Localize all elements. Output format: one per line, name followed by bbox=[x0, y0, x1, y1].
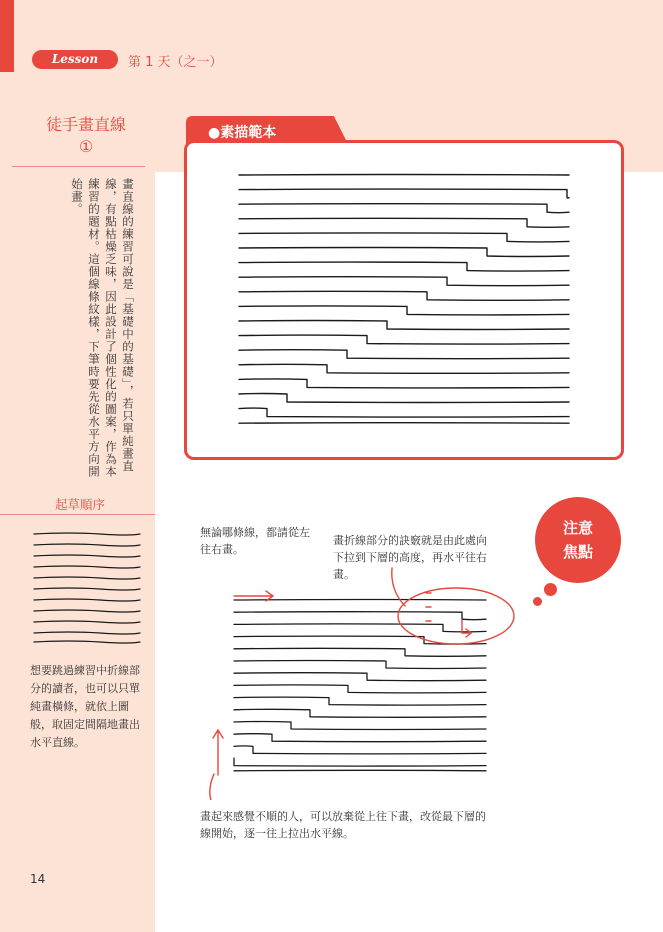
pattern-line bbox=[239, 408, 569, 417]
pattern-line bbox=[234, 624, 486, 632]
note-bottom-up: 畫起來感覺不順的人，可以放棄從上往下畫，改從最下層的線開始，逐一往上拉出水平線。 bbox=[200, 810, 486, 840]
pattern-line bbox=[234, 673, 486, 681]
step-line bbox=[34, 641, 140, 643]
step-line bbox=[34, 544, 140, 546]
pattern-line bbox=[234, 685, 486, 693]
focus-point-badge bbox=[535, 497, 621, 583]
pattern-line bbox=[234, 746, 486, 754]
pattern-line bbox=[239, 335, 569, 344]
pattern-line bbox=[239, 262, 569, 271]
highlight-ellipse-icon bbox=[398, 588, 514, 644]
leader-curve-icon bbox=[392, 568, 405, 606]
steps-lines-illustration bbox=[30, 528, 145, 648]
step-line bbox=[34, 599, 140, 601]
page-edge-tab bbox=[0, 0, 14, 72]
thought-bubble-dot bbox=[544, 583, 557, 596]
pattern-line bbox=[234, 612, 486, 620]
page-number: 14 bbox=[30, 872, 46, 886]
day-label: 第 1 天（之一） bbox=[128, 55, 223, 70]
curved-pointer-icon bbox=[210, 774, 218, 800]
pattern-line bbox=[234, 709, 486, 717]
step-line bbox=[34, 621, 140, 623]
pattern-line bbox=[239, 306, 569, 315]
focus-label-line1: 注意 bbox=[562, 519, 593, 537]
pattern-line bbox=[239, 291, 569, 300]
pattern-line bbox=[234, 758, 486, 766]
lesson-badge: Lesson bbox=[32, 50, 118, 69]
pattern-line bbox=[239, 394, 569, 403]
title-divider bbox=[12, 166, 145, 167]
intro-vertical-text: 畫直線的練習可說是「基礎中的基礎」，若只單純畫直線，有點枯燥乏味，因此設計了個性化的圖案，作為本練習的題材。這個線條紋樣，下筆時要先從水平方向開始畫。 bbox=[70, 178, 135, 478]
pattern-line bbox=[239, 204, 569, 213]
pattern-line bbox=[239, 277, 569, 286]
focus-label-line2: 焦點 bbox=[562, 543, 593, 561]
dash-marks-icon bbox=[426, 593, 431, 621]
sample-title: ●素描範本 bbox=[208, 125, 277, 141]
pattern-line bbox=[239, 248, 569, 257]
step-line bbox=[34, 566, 140, 568]
lesson-title-text: 徒手畫直線 bbox=[45, 115, 126, 134]
pattern-line bbox=[239, 379, 569, 388]
pattern-line bbox=[239, 218, 569, 227]
sample-pattern-illustration bbox=[187, 143, 617, 453]
side-note: 想要跳過練習中折線部分的讀者，也可以只單純畫橫條，就依上圖般，取固定間隔地畫出水平直線。 bbox=[30, 664, 140, 749]
pattern-line bbox=[239, 175, 569, 176]
pattern-line bbox=[234, 661, 486, 669]
pattern-line bbox=[234, 697, 486, 705]
note-fold-tip: 畫折線部分的訣竅就是由此處向下拉到下層的高度，再水平往右畫。 bbox=[333, 534, 487, 581]
note-left-to-right: 無論哪條線，都請從左往右畫。 bbox=[200, 526, 310, 556]
pattern-line bbox=[234, 648, 486, 656]
pattern-line bbox=[234, 734, 486, 742]
pattern-line bbox=[239, 423, 569, 424]
steps-heading: 起草順序 bbox=[54, 497, 105, 512]
pattern-line bbox=[234, 722, 486, 730]
pattern-line bbox=[234, 770, 486, 771]
step-line bbox=[34, 610, 140, 612]
step-line bbox=[34, 588, 140, 590]
pattern-line bbox=[234, 636, 486, 644]
lesson-number: ① bbox=[78, 137, 94, 156]
step-line bbox=[34, 577, 140, 579]
steps-divider bbox=[0, 514, 155, 515]
pattern-line bbox=[234, 600, 486, 601]
pattern-line bbox=[239, 233, 569, 242]
thought-bubble-dot bbox=[533, 597, 542, 606]
step-line bbox=[34, 555, 140, 557]
step-line bbox=[34, 632, 140, 634]
pattern-line bbox=[239, 321, 569, 330]
focus-diagram bbox=[200, 560, 520, 800]
pattern-line bbox=[239, 350, 569, 359]
pattern-line bbox=[239, 189, 569, 198]
pattern-line bbox=[239, 364, 569, 373]
lesson-title bbox=[30, 114, 142, 158]
step-line bbox=[34, 533, 140, 535]
